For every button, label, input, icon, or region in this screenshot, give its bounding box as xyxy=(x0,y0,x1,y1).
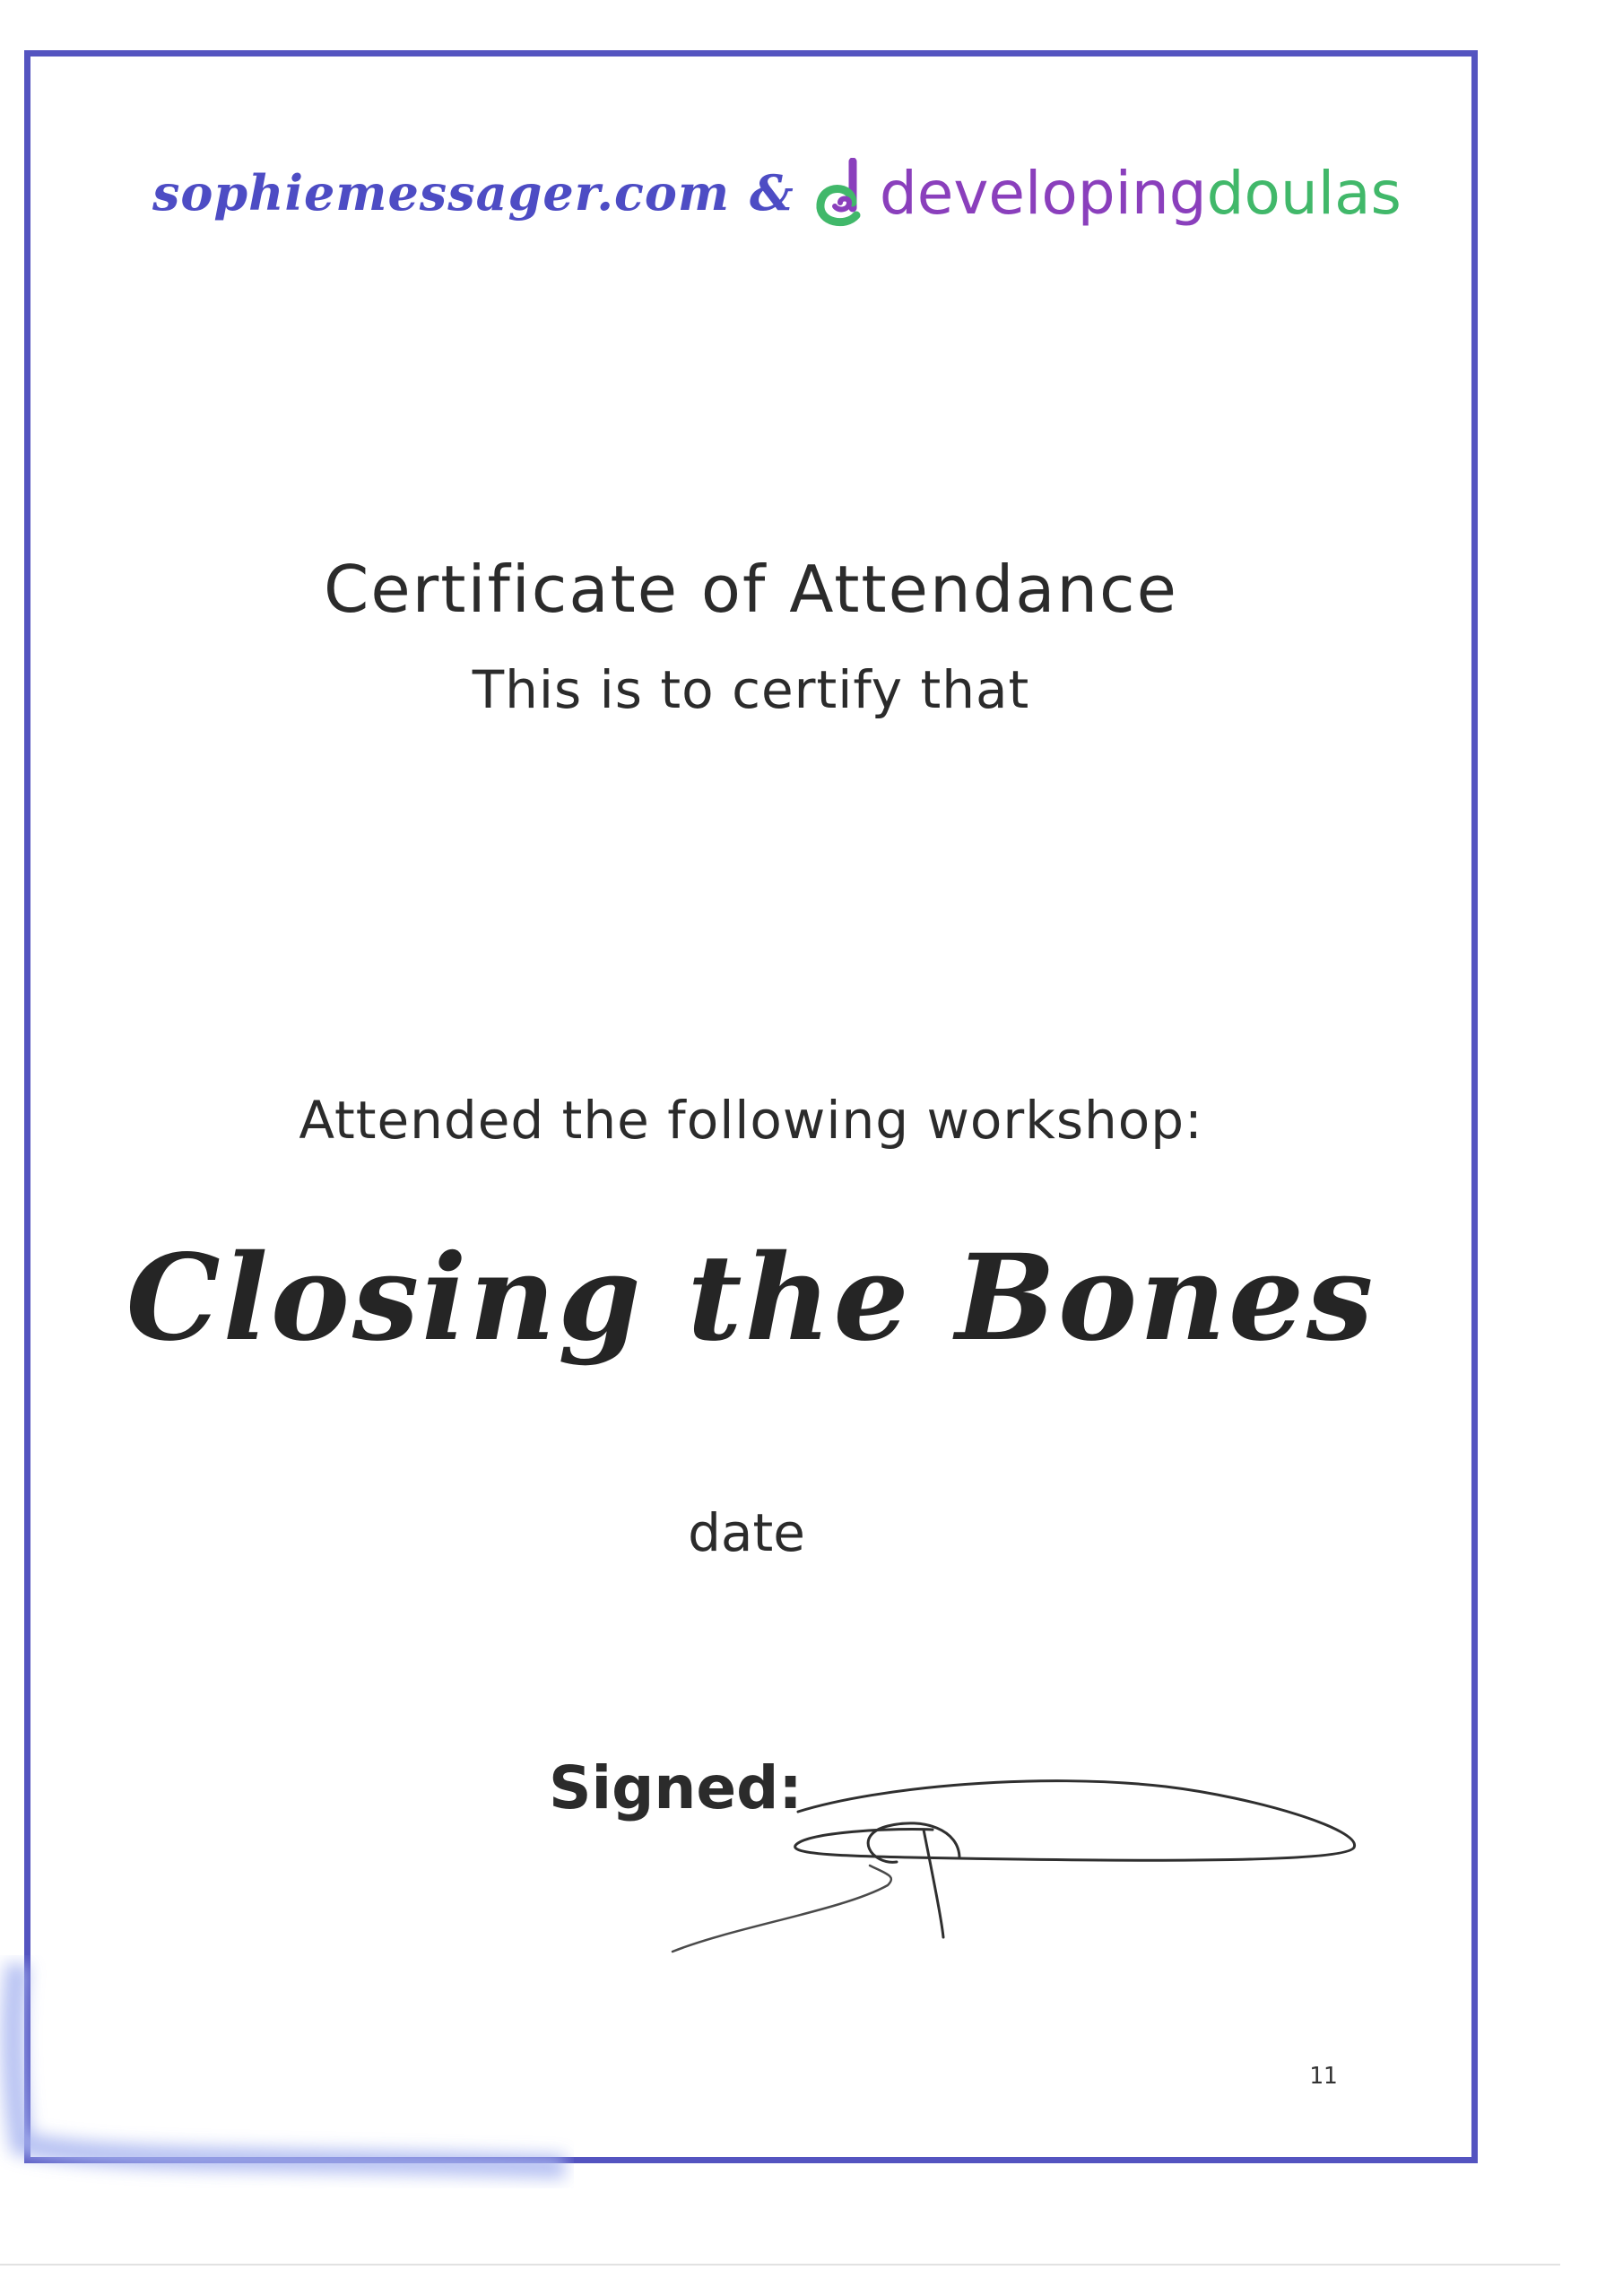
signed-label: Signed: xyxy=(549,1753,803,1822)
certificate-title: Certificate of Attendance xyxy=(324,552,1178,627)
scan-edge-line xyxy=(0,2264,1560,2266)
date-label: date xyxy=(688,1502,805,1563)
attended-label: Attended the following workshop: xyxy=(299,1090,1203,1151)
developingdoulas-brand xyxy=(880,159,1402,228)
developing-doulas-logo-icon xyxy=(813,158,871,228)
handwritten-signature xyxy=(664,1776,1381,1982)
brand-part-doulas: doulas xyxy=(1206,158,1402,228)
certificate-header xyxy=(152,148,1408,238)
brand-part-developing: developing xyxy=(879,158,1207,228)
scan-smudge xyxy=(0,1955,574,2188)
workshop-name: Closing the Bones xyxy=(126,1229,1376,1368)
page-number: 11 xyxy=(1309,2063,1338,2090)
brand-ampersand: & xyxy=(750,164,794,222)
sophiemessager-brand: sophiemessager.com xyxy=(152,164,731,222)
certificate-subtitle: This is to certify that xyxy=(472,659,1030,720)
